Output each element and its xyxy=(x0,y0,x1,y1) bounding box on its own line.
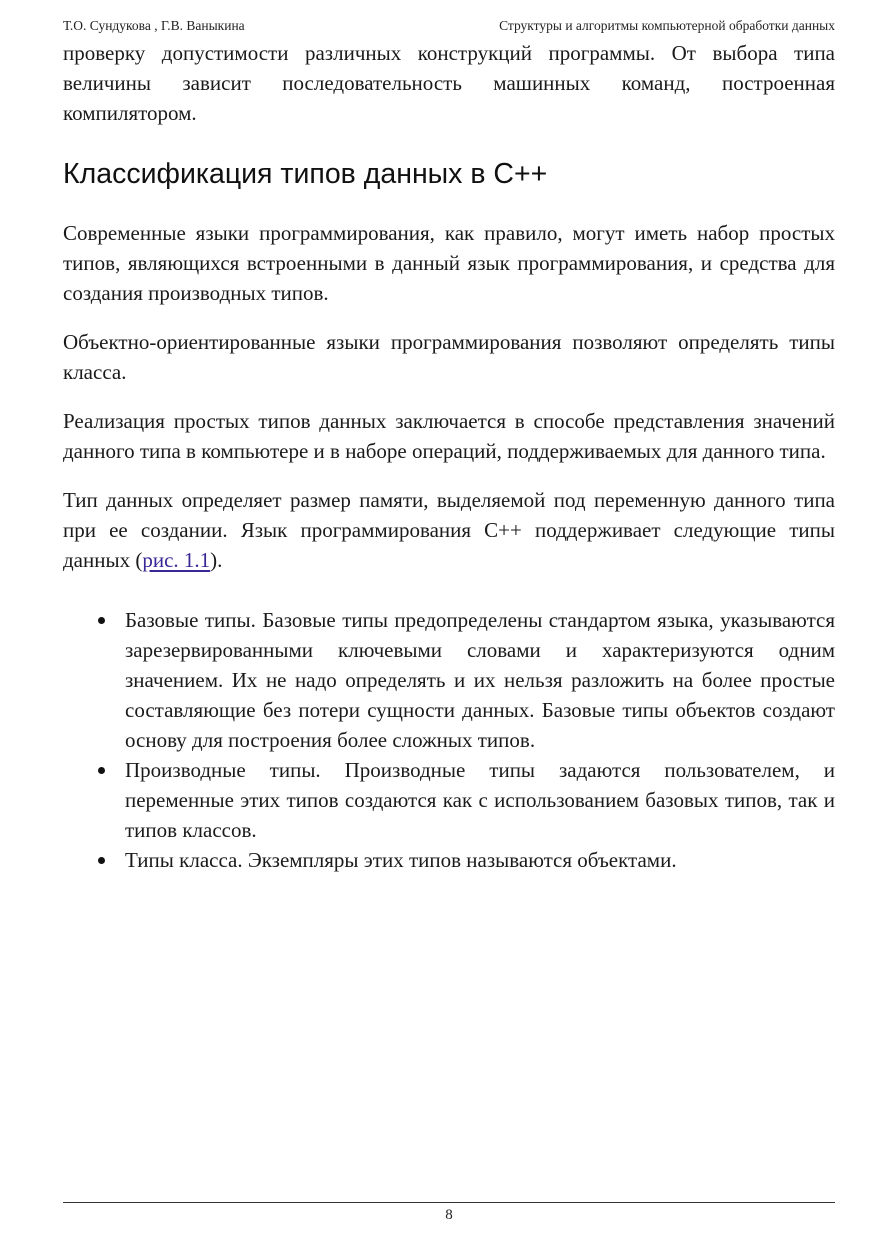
header-book-title: Структуры и алгоритмы компьютерной обработки данных xyxy=(499,18,835,33)
paragraph-data-types-closing: ). xyxy=(210,548,223,572)
types-list xyxy=(63,605,835,875)
section-title: Классификация типов данных в С++ xyxy=(63,158,548,190)
footer-divider xyxy=(63,1202,835,1203)
paragraph-oop-languages: Объектно-ориентированные языки программирования позволяют определять типы класса. xyxy=(63,330,835,384)
list-item-text: Базовые типы. Базовые типы предопределены стандартом языка, указываются зарезервированными ключевыми словами и характеризуются одним значением. Их не надо определять и их нельзя разложить на более простые составляющие без потери сущности данных. Базовые типы объектов создают основу для построения более сложных типов. xyxy=(125,608,835,752)
bullet-icon xyxy=(98,617,105,624)
header-authors: Т.О. Сундукова , Г.В. Ваныкина xyxy=(63,18,245,33)
list-item xyxy=(125,755,835,845)
list-item xyxy=(125,845,835,875)
bullet-icon xyxy=(98,767,105,774)
paragraph-simple-types: Современные языки программирования, как правило, могут иметь набор простых типов, являющихся встроенными в данный язык программирования, и средства для создания производных типов. xyxy=(63,221,835,305)
bullet-icon xyxy=(98,857,105,864)
page-content xyxy=(63,38,835,875)
figure-link[interactable]: рис. 1.1 xyxy=(142,548,211,572)
list-item-text: Производные типы. Производные типы задаются пользователем, и переменные этих типов создаются как с использованием базовых типов, так и типов классов. xyxy=(125,758,835,842)
running-header xyxy=(63,17,835,35)
paragraph-implementation: Реализация простых типов данных заключается в способе представления значений данного типа в компьютере и в наборе операций, поддерживаемых для данного типа. xyxy=(63,409,835,463)
list-item xyxy=(125,605,835,755)
list-item-text: Типы класса. Экземпляры этих типов называются объектами. xyxy=(125,848,677,872)
intro-paragraph: проверку допустимости различных конструкций программы. От выбора типа величины зависит последовательность машинных команд, построенная компилятором. xyxy=(63,41,835,125)
paragraph-data-types xyxy=(63,485,835,575)
page-number: 8 xyxy=(445,1207,453,1223)
paragraph-data-types-text: Тип данных определяет размер памяти, выделяемой под переменную данного типа при ее создании. Язык программирования С++ поддерживает следующие типы данных ( xyxy=(63,488,835,572)
